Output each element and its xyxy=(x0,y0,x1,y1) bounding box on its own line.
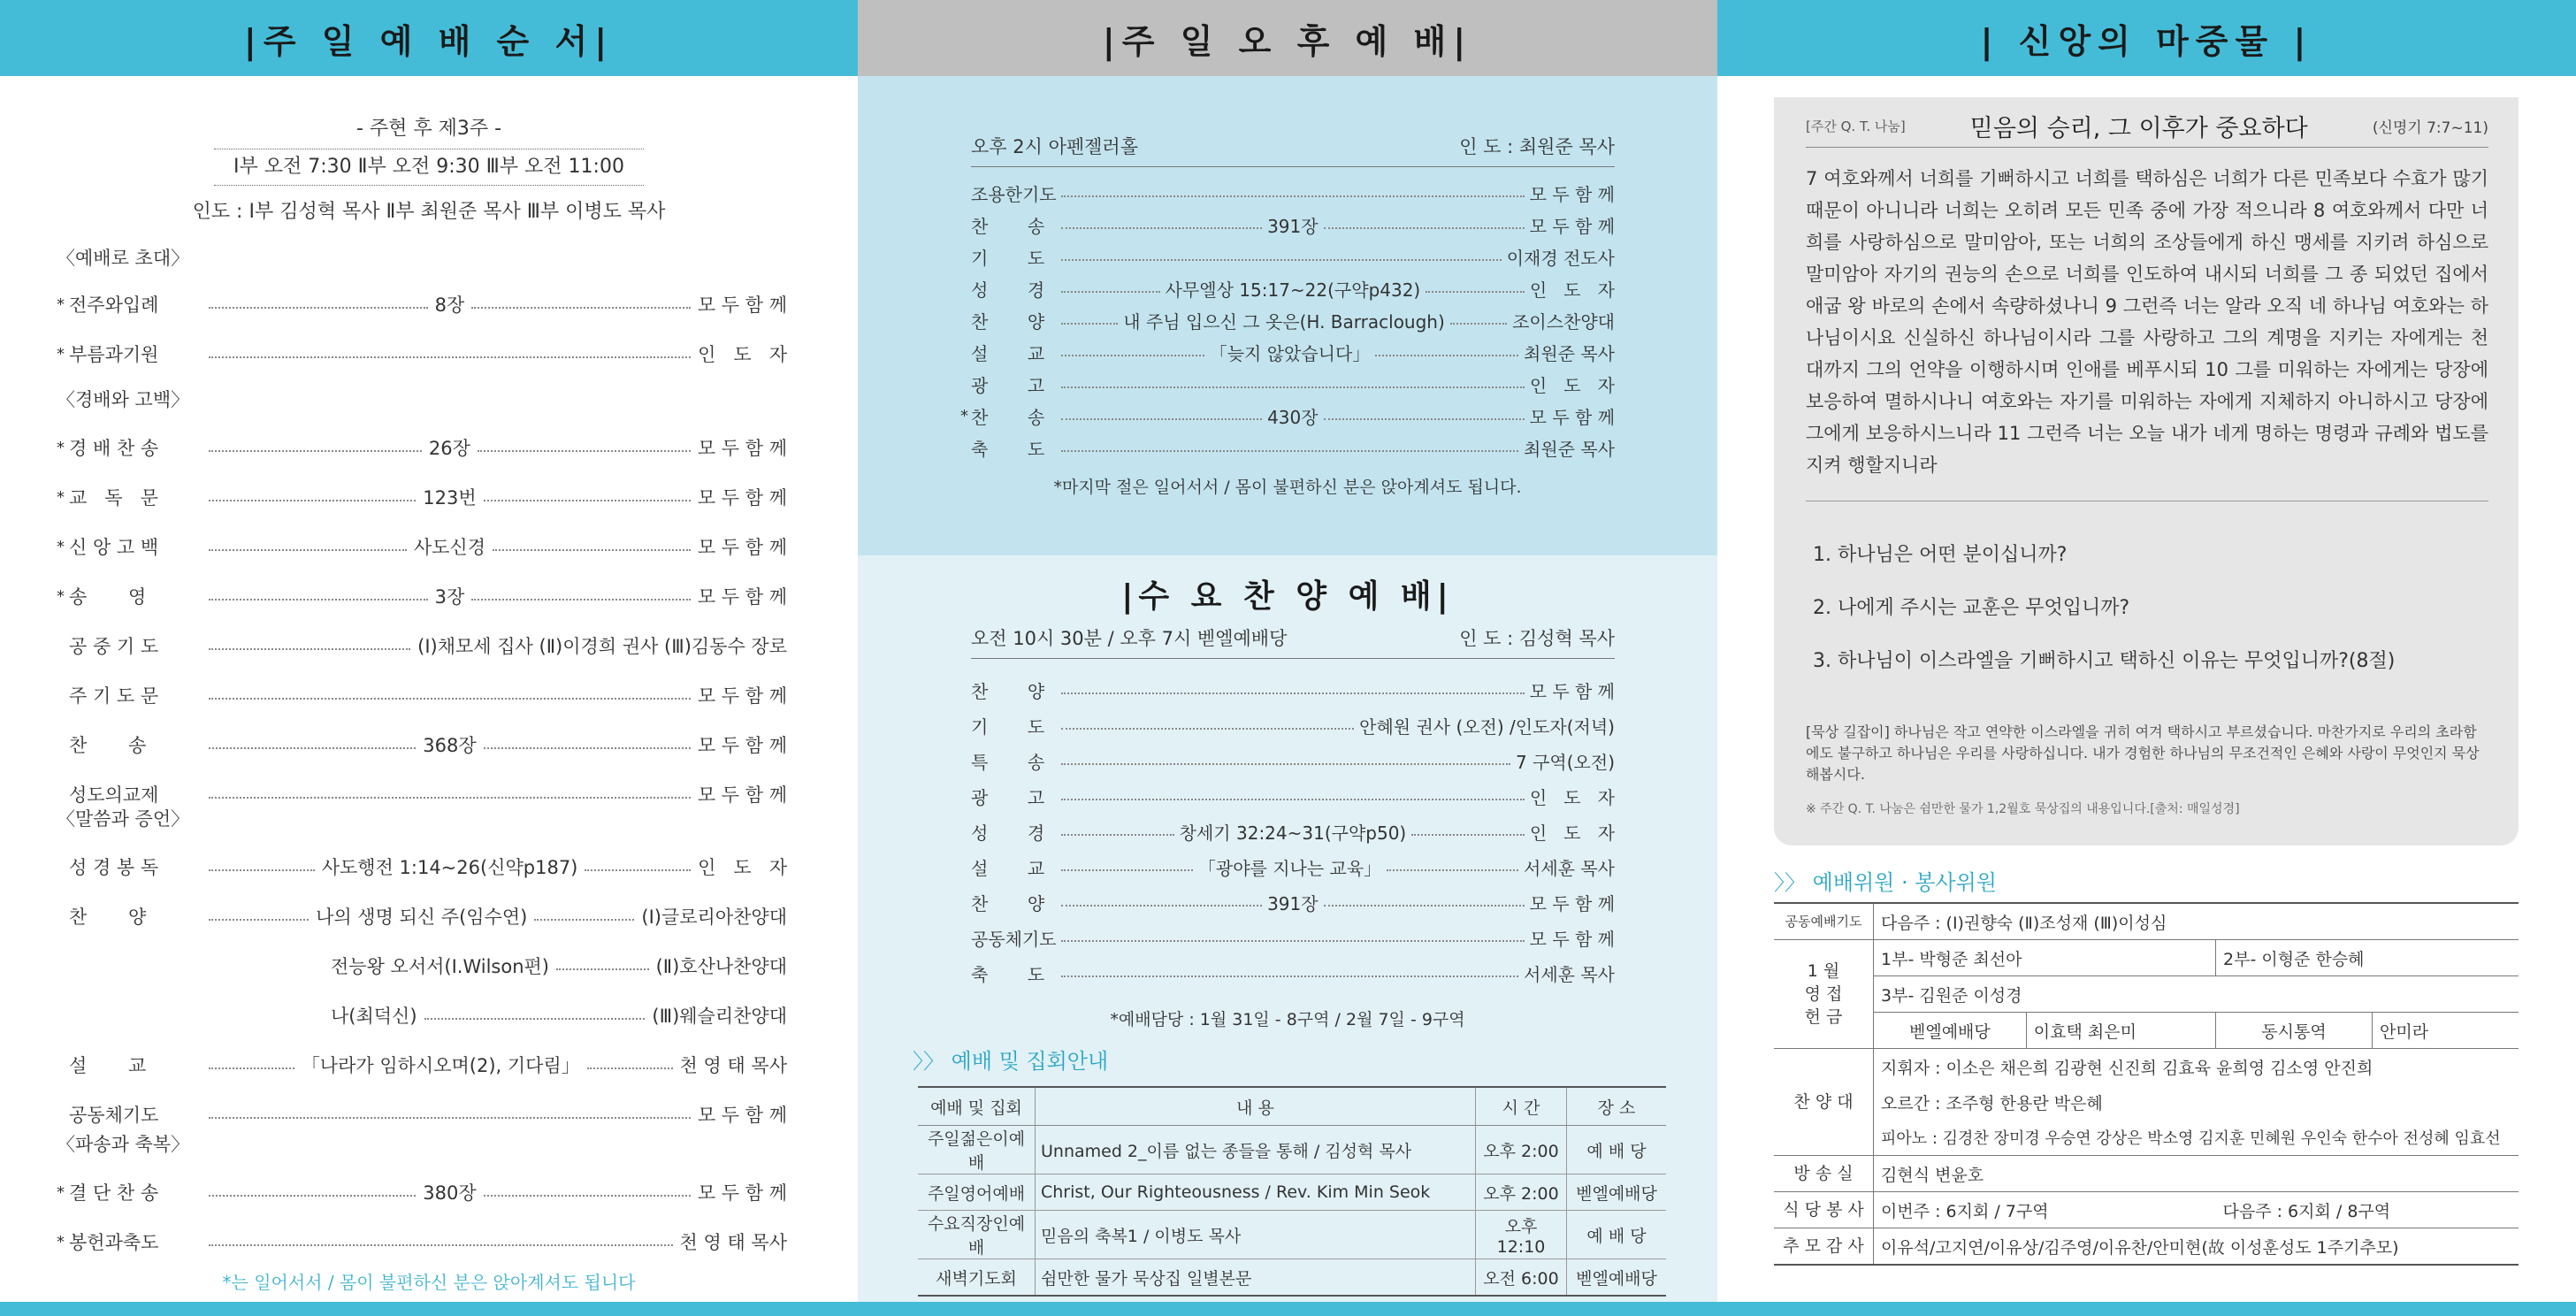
order-person: 안혜원 권사 (오전) /인도자(저녁) xyxy=(1359,715,1615,738)
section-sending-blessing: 〈파송과 축복〉 xyxy=(57,1134,190,1155)
staff-value: 3부- 김원준 이성경 xyxy=(1874,976,2519,1013)
staff-key: 식 당 봉 사 xyxy=(1774,1192,1874,1228)
afternoon-info xyxy=(971,126,1615,167)
schedule-cell: 예 배 당 xyxy=(1567,1211,1667,1259)
staff-row xyxy=(1774,1120,2519,1156)
order-row xyxy=(971,209,1615,241)
afternoon-header: |주 일 오 후 예 배| xyxy=(858,0,1717,76)
order-label: 광 고 xyxy=(971,786,1045,808)
staff-row xyxy=(1774,1049,2519,1085)
afternoon-note: *마지막 절은 일어서서 / 몸이 불편하신 분은 앉아계셔도 됩니다. xyxy=(1053,478,1522,497)
order-row xyxy=(57,679,787,711)
order-person: 인 도 자 xyxy=(698,857,787,878)
staff-row xyxy=(1774,1084,2519,1120)
leader-dots xyxy=(1061,834,1174,836)
order-person: 모 두 함 께 xyxy=(697,537,788,558)
wednesday-note: *예배담당 : 1월 31일 - 8구역 / 2월 7일 - 9구역 xyxy=(1110,1010,1465,1029)
schedule-cell: 새벽기도회 xyxy=(918,1259,1036,1297)
qt-question: 1. 하나님은 어떤 분이십니까? xyxy=(1813,544,2068,566)
order-person: 모 두 함 께 xyxy=(1529,215,1616,237)
wednesday-info xyxy=(971,617,1615,659)
leader-dots xyxy=(1061,869,1193,871)
order-label: 설 교 xyxy=(971,857,1045,879)
order-person: (Ⅰ)글로리아찬양대 xyxy=(641,907,787,928)
qt-scripture: 7 여호와께서 너희를 기뻐하시고 너희를 택하심은 너희가 다른 민족보다 수효가 많기 때문이 아니니라 너희는 오히려 모든 민족 중에 가장 적으니라 8 여호와께서 다만 너희를 사랑하심으로 말미암아, 또는 너희의 조상들에게 하신 맹세를 지키려 하심으로 말미암아 자기의 권능의 손으로 너희를 인도하여 내시되 너희를 그 종 되었던 집에서 애굽 왕 바로의 손에서 속량하셨나니 9 그런즉 너는 알라 오직 네 하나님 여호와는 하나님이시요 신실하신 하나님이시라 그를 사랑하고 그의 계명을 지키는 자에게는 천 대까지 그의 언약을 이행하시며 인애를 베푸시되 10 그를 미워하는 자에게는 당장에 보응하여 멸하시나니 여호와는 자기를 미워하는 자에게 지체하지 아니하시고 당장에 그에게 보응하시느니라 11 그런즉 너는 오늘 내가 네게 명하는 명령과 규례와 법도를 지켜 행할지니라 xyxy=(1806,168,2488,476)
order-label: 경 배 찬 송 xyxy=(69,438,159,459)
faith-header: | 신앙의 마중물 | xyxy=(1717,0,2576,76)
order-label: 공 중 기 도 xyxy=(69,636,159,657)
leader-dots xyxy=(1324,227,1525,229)
leader-dots xyxy=(471,599,691,601)
schedule-header-cell: 내 용 xyxy=(1036,1087,1476,1126)
order-row xyxy=(57,288,787,320)
order-person: 인 도 자 xyxy=(698,344,787,365)
staff-title: 〉〉 예배위원 · 봉사위원 xyxy=(1774,870,1997,895)
order-label: 봉헌과축도 xyxy=(69,1232,159,1253)
order-label: 송 영 xyxy=(69,586,147,608)
schedule-row xyxy=(918,1126,1666,1174)
order-person: 모 두 함 께 xyxy=(697,784,787,806)
staff-key: 추 모 감 사 xyxy=(1774,1228,1874,1266)
order-row xyxy=(57,1226,787,1258)
leader-dots xyxy=(1061,450,1518,452)
order-row xyxy=(971,922,1615,953)
order-person: 최원준 목사 xyxy=(1524,438,1615,460)
leader-dots xyxy=(1061,227,1262,229)
staff-value: 다음주 : (Ⅰ)권향숙 (Ⅱ)조성재 (Ⅲ)이성심 xyxy=(1874,903,2519,940)
staff-row xyxy=(1774,903,2519,940)
order-label: 성 경 xyxy=(971,279,1045,301)
schedule-cell: Unnamed 2_이름 없는 종들을 통해 / 김성혁 목사 xyxy=(1036,1126,1476,1174)
leader-dots xyxy=(209,307,428,309)
schedule-row xyxy=(918,1259,1666,1297)
qt-heading xyxy=(1806,104,2488,148)
service-times: Ⅰ부 오전 7:30 Ⅱ부 오전 9:30 Ⅲ부 오전 11:00 xyxy=(214,149,644,186)
order-row xyxy=(971,368,1615,400)
order-item: 368장 xyxy=(423,735,477,756)
staff-row xyxy=(1774,1228,2519,1266)
order-label: 조용한기도 xyxy=(971,183,1057,205)
leader-dots xyxy=(209,599,428,601)
order-person: 서세훈 목사 xyxy=(1524,857,1615,879)
order-label: 찬 송 xyxy=(971,406,1045,428)
order-star: * xyxy=(57,295,65,314)
order-person: 모 두 함 께 xyxy=(697,1182,788,1204)
order-person: 조이스찬양대 xyxy=(1512,310,1615,333)
staff-value: 이유석/고지연/이유상/김주영/이유찬/안미현(故 이성훈성도 1주기추모) xyxy=(1874,1228,2519,1266)
order-row xyxy=(57,1098,787,1130)
leader-dots xyxy=(1324,905,1525,907)
leader-dots xyxy=(209,1195,416,1197)
leader-dots xyxy=(484,500,691,501)
order-row xyxy=(57,1049,787,1081)
order-person: 인 도 자 xyxy=(1529,786,1615,808)
order-item: 나의 생명 되신 주(임수연) xyxy=(316,907,528,928)
order-label: 찬 송 xyxy=(971,215,1045,237)
order-label: 부름과기원 xyxy=(69,344,159,365)
order-label: 설 교 xyxy=(971,342,1045,364)
schedule-row xyxy=(918,1211,1666,1259)
leader-dots xyxy=(209,797,691,799)
order-star: * xyxy=(57,1182,65,1202)
order-row xyxy=(960,400,1616,432)
order-label: 공동체기도 xyxy=(69,1105,159,1126)
schedule-cell: 수요직장인예배 xyxy=(918,1211,1036,1259)
leader-dots xyxy=(534,919,634,921)
order-label: 찬 양 xyxy=(69,907,147,928)
order-row xyxy=(57,432,787,463)
staff-row xyxy=(1774,1192,2519,1228)
schedule-title: 〉〉 예배 및 집회안내 xyxy=(913,1049,1109,1074)
order-row xyxy=(971,709,1615,741)
order-star: * xyxy=(57,438,65,457)
schedule-cell: 쉼만한 물가 묵상집 일별본문 xyxy=(1036,1259,1476,1297)
order-row xyxy=(971,241,1615,272)
sunday-subtitle: - 주현 후 제3주 - xyxy=(355,118,502,140)
schedule-cell: 믿음의 축복1 / 이병도 목사 xyxy=(1036,1211,1476,1259)
schedule-cell: 주일영어예배 xyxy=(918,1174,1036,1211)
order-person: 천 영 태 목사 xyxy=(679,1055,788,1076)
staff-value: 김현식 변윤호 xyxy=(1874,1156,2519,1192)
order-row xyxy=(971,780,1615,812)
order-person: 모 두 함 께 xyxy=(697,735,788,756)
order-item: 사도행전 1:14~26(신약p187) xyxy=(321,857,578,878)
order-label: 축 도 xyxy=(971,438,1045,460)
order-person: (Ⅲ)웨슬리찬양대 xyxy=(652,1006,787,1027)
order-label: 기 도 xyxy=(971,247,1045,269)
section-invitation: 〈예배로 초대〉 xyxy=(57,248,190,269)
order-person: 모 두 함 께 xyxy=(697,438,787,459)
leader-dots xyxy=(1061,763,1510,765)
order-star: * xyxy=(57,1232,65,1251)
staff-value: 이번주 : 6지회 / 7구역 xyxy=(1874,1192,2216,1228)
staff-row xyxy=(1774,1156,2519,1192)
order-person: 인 도 자 xyxy=(1529,822,1616,844)
leader-dots xyxy=(1426,291,1525,293)
qt-small-label: [주간 Q. T. 나눔] xyxy=(1806,118,1906,134)
order-person: 모 두 함 께 xyxy=(697,586,788,608)
leader-dots xyxy=(1061,195,1525,197)
leader-dots xyxy=(1061,692,1525,694)
qt-question: 2. 나에게 주시는 교훈은 무엇입니까? xyxy=(1813,597,2130,619)
qt-reference: (신명기 7:7~11) xyxy=(2372,119,2488,137)
order-row xyxy=(971,674,1615,706)
leader-dots xyxy=(1061,799,1525,800)
order-label: 공동체기도 xyxy=(971,928,1057,950)
wednesday-leader: 인 도 : 김성혁 목사 xyxy=(1459,628,1615,649)
order-star: * xyxy=(57,586,65,606)
order-item: 430장 xyxy=(1267,406,1319,428)
order-label: 성 경 봉 독 xyxy=(69,857,159,878)
leader-dots xyxy=(556,968,649,970)
order-row xyxy=(57,531,787,562)
order-person: 모 두 함 께 xyxy=(697,1105,787,1126)
schedule-cell: 벧엘예배당 xyxy=(1567,1174,1667,1211)
order-item: 창세기 32:24~31(구약p50) xyxy=(1179,822,1407,844)
order-label: 축 도 xyxy=(971,963,1045,985)
leader-dots xyxy=(1411,834,1525,836)
leader-dots xyxy=(209,698,691,700)
schedule-header-cell: 시 간 xyxy=(1476,1087,1567,1126)
staff-row xyxy=(1774,976,2519,1013)
order-row xyxy=(57,338,787,370)
schedule-row xyxy=(918,1174,1666,1211)
order-label: 전주와입례 xyxy=(69,295,159,316)
leader-dots xyxy=(587,1067,673,1069)
order-item: 전능왕 오서서(I.Wilson편) xyxy=(331,956,550,977)
schedule-header-row xyxy=(918,1087,1666,1126)
order-item: 「늦지 않았습니다」 xyxy=(1209,342,1371,364)
order-row xyxy=(971,304,1615,336)
staff-value: 2부- 이형준 한승혜 xyxy=(2216,940,2519,976)
order-label: 광 고 xyxy=(971,374,1045,396)
order-item: 123번 xyxy=(423,487,477,509)
order-item: 사도신경 xyxy=(413,537,485,558)
order-person: 모 두 함 께 xyxy=(1529,892,1616,914)
order-label: 설 교 xyxy=(69,1055,147,1076)
qt-question: 3. 하나님이 이스라엘을 기뻐하시고 택하신 이유는 무엇입니까?(8절) xyxy=(1813,650,2396,672)
order-person: 모 두 함 께 xyxy=(697,295,788,316)
schedule-header-cell: 장 소 xyxy=(1567,1087,1667,1126)
staff-value: 안미라 xyxy=(2373,1013,2519,1049)
leader-dots xyxy=(1375,355,1518,356)
order-row xyxy=(57,1176,787,1208)
order-label: 주 기 도 문 xyxy=(69,685,159,707)
leader-dots xyxy=(1061,940,1525,942)
staff-value: 다음주 : 6지회 / 8구역 xyxy=(2216,1192,2519,1228)
schedule-cell: 주일젊은이예배 xyxy=(918,1126,1036,1174)
leader-dots xyxy=(209,869,315,871)
staff-key: 방 송 실 xyxy=(1774,1156,1874,1192)
service-leaders: 인도 : Ⅰ부 김성혁 목사 Ⅱ부 최원준 목사 Ⅲ부 이병도 목사 xyxy=(192,201,666,223)
order-person: 서세훈 목사 xyxy=(1524,963,1615,985)
leader-dots xyxy=(484,747,691,749)
order-row xyxy=(971,177,1615,209)
order-item: 8장 xyxy=(434,295,465,316)
order-star: * xyxy=(57,344,65,363)
wednesday-place: 오전 10시 30분 / 오후 7시 벧엘예배당 xyxy=(971,628,1288,649)
order-label: 교 독 문 xyxy=(69,487,158,509)
leader-dots xyxy=(1061,386,1525,388)
leader-dots xyxy=(209,500,416,501)
leader-dots xyxy=(1061,418,1262,420)
order-person: 천 영 태 목사 xyxy=(679,1232,787,1253)
order-item: 「광야를 지나는 교육」 xyxy=(1197,857,1382,879)
leader-dots xyxy=(1061,259,1502,261)
leader-dots xyxy=(493,549,691,551)
staff-value: 오르간 : 조주형 한용란 박은혜 xyxy=(1881,1093,2103,1113)
staff-row xyxy=(1774,1013,2519,1049)
leader-dots xyxy=(209,450,422,452)
leader-dots xyxy=(585,869,691,871)
leader-dots xyxy=(1061,976,1518,977)
order-label: 결 단 찬 송 xyxy=(69,1182,159,1204)
qt-title: 믿음의 승리, 그 이후가 중요하다 xyxy=(1969,114,2308,142)
order-row xyxy=(57,481,787,513)
leader-dots xyxy=(1061,355,1204,356)
leader-dots xyxy=(209,1244,673,1246)
schedule-cell: 벧엘예배당 xyxy=(1567,1259,1667,1297)
section-word-witness: 〈말씀과 증언〉 xyxy=(57,808,190,830)
order-item: 380장 xyxy=(423,1182,477,1204)
qt-meditation: [묵상 길잡이] 하나님은 작고 연약한 이스라엘을 귀히 여겨 택하시고 부르셨습니다. 마찬가지로 우리의 초라함에도 불구하고 하나님은 우리를 사랑하십니다. 내가 경험한 하나님의 무조건적인 은혜와 사랑이 무엇인지 묵상해봅시다. xyxy=(1806,723,2480,783)
standing-note: *는 일어서서 / 몸이 불편하신 분은 앉아계셔도 됩니다 xyxy=(222,1272,636,1293)
order-row xyxy=(971,957,1615,989)
leader-dots xyxy=(471,307,691,309)
leader-dots xyxy=(1061,728,1354,730)
staff-value: 피아노 : 김경찬 장미경 우승연 강상은 박소영 김지훈 민혜원 우인숙 한수아 전성혜 임효선 xyxy=(1874,1120,2519,1156)
leader-dots xyxy=(209,1067,294,1069)
order-person: 모 두 함 께 xyxy=(1529,928,1615,950)
order-row xyxy=(57,900,787,932)
order-row xyxy=(318,999,787,1031)
order-row xyxy=(318,950,787,982)
schedule-cell: Christ, Our Righteousness / Rev. Kim Min Seok xyxy=(1036,1174,1476,1211)
staff-table xyxy=(1774,902,2519,1266)
order-star: * xyxy=(960,406,968,425)
leader-dots xyxy=(1387,869,1518,871)
order-row xyxy=(971,745,1615,777)
order-item: 26장 xyxy=(428,438,470,459)
order-person: 7 구역(오전) xyxy=(1516,751,1615,773)
leader-dots xyxy=(1324,418,1525,420)
order-person: 모 두 함 께 xyxy=(697,487,788,509)
order-item: 391장 xyxy=(1267,215,1319,237)
order-row xyxy=(57,630,787,662)
order-row xyxy=(57,580,787,612)
afternoon-leader: 인 도 : 최원준 목사 xyxy=(1459,136,1615,157)
schedule-cell: 오전 6:00 xyxy=(1476,1259,1567,1297)
staff-value: 이효택 최은미 xyxy=(2026,1013,2215,1049)
order-person: (Ⅱ)호산나찬양대 xyxy=(655,956,787,977)
leader-dots xyxy=(484,1195,691,1197)
qt-source: ※ 주간 Q. T. 나눔은 쉼만한 물가 1,2월호 묵상집의 내용입니다.[출처: 매일성경] xyxy=(1806,802,2240,816)
order-star: * xyxy=(57,537,65,556)
leader-dots xyxy=(209,1117,691,1119)
order-label: 기 도 xyxy=(971,715,1045,738)
leader-dots xyxy=(478,450,691,452)
order-row xyxy=(971,886,1615,918)
staff-key: 공동예배기도 xyxy=(1774,903,1874,940)
staff-key: 1 월 영 접 헌 금 xyxy=(1774,940,1874,1049)
staff-key: 찬 양 대 xyxy=(1774,1049,1874,1156)
order-person: 인 도 자 xyxy=(1529,374,1615,396)
order-label: 신 앙 고 백 xyxy=(69,537,159,558)
order-row xyxy=(57,851,787,883)
order-person: 모 두 함 께 xyxy=(1529,406,1616,428)
leader-dots xyxy=(1061,323,1118,325)
order-label: 찬 양 xyxy=(971,680,1045,702)
order-label: 찬 송 xyxy=(69,735,147,756)
order-person: 모 두 함 께 xyxy=(697,685,787,707)
order-label: 성도의교제 xyxy=(69,784,159,806)
schedule-cell: 오후 2:00 xyxy=(1476,1126,1567,1174)
order-item: 3장 xyxy=(434,586,465,608)
order-star: * xyxy=(57,487,65,507)
order-row xyxy=(971,432,1615,463)
order-row xyxy=(971,851,1615,883)
schedule-header-cell: 예배 및 집회 xyxy=(918,1087,1036,1126)
schedule-cell: 오후 2:00 xyxy=(1476,1174,1567,1211)
leader-dots xyxy=(209,549,407,551)
afternoon-place: 오후 2시 아펜젤러홀 xyxy=(971,136,1138,157)
order-label: 찬 양 xyxy=(971,310,1045,333)
order-item: 「나라가 임하시오며(2), 기다림」 xyxy=(301,1055,580,1076)
staff-row xyxy=(1774,940,2519,976)
section-worship-confession: 〈경배와 고백〉 xyxy=(57,389,190,410)
staff-value: 1부- 박형준 최선아 xyxy=(1874,940,2216,976)
order-item: 나(최덕신) xyxy=(331,1006,417,1027)
leader-dots xyxy=(209,648,410,650)
order-person: 최원준 목사 xyxy=(1524,342,1616,364)
bottom-bar-mid xyxy=(858,1302,1717,1316)
order-label: 특 송 xyxy=(971,751,1045,773)
order-row xyxy=(971,336,1615,368)
order-person: 이재경 전도사 xyxy=(1506,247,1615,269)
leader-dots xyxy=(424,1018,646,1020)
staff-value: 동시통역 xyxy=(2216,1013,2373,1049)
order-person: 인 도 자 xyxy=(1529,279,1615,301)
order-person: (Ⅰ)채모세 집사 (Ⅱ)이경희 권사 (Ⅲ)김동수 장로 xyxy=(417,636,787,657)
schedule-cell: 오후 12:10 xyxy=(1476,1211,1567,1259)
order-person: 모 두 함 께 xyxy=(1529,680,1615,702)
order-item: 391장 xyxy=(1267,892,1319,914)
order-item: 내 주님 입으신 그 옷은(H. Barraclough) xyxy=(1123,310,1445,333)
order-item: 사무엘상 15:17~22(구약p432) xyxy=(1165,279,1421,301)
staff-value: 지휘자 : 이소은 채은희 김광현 신진희 김효육 윤희영 김소영 안진희 xyxy=(1881,1058,2373,1078)
order-row xyxy=(971,272,1615,304)
order-label: 찬 양 xyxy=(971,892,1045,914)
leader-dots xyxy=(209,356,691,358)
leader-dots xyxy=(209,747,416,749)
leader-dots xyxy=(1450,323,1507,325)
schedule-table xyxy=(918,1086,1666,1297)
leader-dots xyxy=(209,919,309,921)
schedule-cell: 예 배 당 xyxy=(1567,1126,1667,1174)
leader-dots xyxy=(1061,905,1262,907)
order-row xyxy=(57,729,787,761)
wednesday-title: |수 요 찬 양 예 배| xyxy=(1121,578,1454,615)
sunday-order-header: |주 일 예 배 순 서| xyxy=(0,0,858,76)
order-label: 성 경 xyxy=(971,822,1045,844)
order-row xyxy=(971,815,1615,847)
order-person: 모 두 함 께 xyxy=(1529,183,1615,205)
staff-value: 벧엘예배당 xyxy=(1874,1013,2027,1049)
leader-dots xyxy=(1061,291,1160,293)
